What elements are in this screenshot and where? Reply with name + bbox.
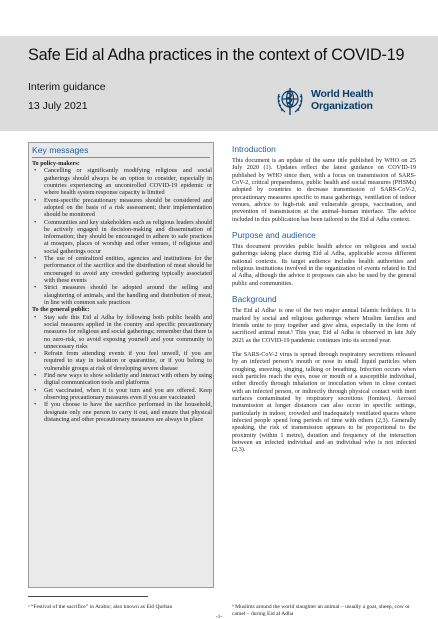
bullet-icon: •	[34, 255, 37, 263]
bullet-icon: •	[34, 401, 37, 409]
bullet-icon: •	[34, 313, 37, 321]
footnote-divider	[28, 596, 148, 597]
bullet-icon: •	[34, 167, 37, 175]
title-banner	[0, 36, 438, 131]
list-item	[32, 167, 212, 196]
list-item-text: Cancelling or significantly modifying religious and social gatherings should always be an option to consider, especially in countries experiencing an uncontrolled COVID-19 epidemic or where health system response capacity is limited	[44, 167, 212, 197]
page-number: -1-	[215, 614, 223, 619]
key-messages-divider	[32, 157, 210, 158]
document-date: 13 July 2021	[28, 100, 88, 112]
general-public-heading: To the general public:	[32, 306, 90, 314]
key-messages-box	[28, 142, 214, 588]
list-item-text: If you choose to have the sacrifice performed in the household, designate only one person to carry it out, and ensure that physical distancing and other precautionary measures are always in place	[44, 401, 212, 423]
list-item-text: Event-specific precautionary measures should be considered and adopted on the basis of a risk assessment; their implementation should be monitored	[44, 196, 212, 219]
who-logo	[273, 84, 418, 120]
policy-makers-heading: To policy-makers:	[32, 160, 80, 167]
list-item-text: The use of centralized entities, agencies and institutions for the performance of the sacrifice and the distribution of meat should be encouraged to avoid any crowded gathering typically associated with these events	[44, 255, 212, 284]
list-item	[32, 284, 212, 306]
list-item-text: Stay safe this Eid al Adha by following both public health and social measures applied in the country and specific precautionary measures for religious and social gatherings; remember that there is no zero-risk, so avoid exposing yourself and your community to unnecessary risks	[44, 313, 212, 350]
key-messages-body	[32, 160, 212, 423]
list-item-text: Refrain from attending events if you feel unwell, if you are required to stay in isolation or quarantine, or if you belong to vulnerable groups at risk of developing severe disease	[44, 350, 212, 372]
background-paragraph-1: The Eid al Adhaᵃ is one of the two major annual Islamic holidays. It is marked by social and religious gatherings where Muslim families and friends unite to pray together and give alms, especially in the form of sacrificed animal meat.ᵇ This year, Eid al Adha is observed in late July 2021 as the COVID-19 pandemic continues into its second year.	[232, 307, 416, 344]
list-item	[32, 372, 212, 387]
bullet-icon: •	[34, 218, 37, 226]
bullet-icon: •	[34, 386, 37, 394]
introduction-heading: Introduction	[232, 144, 276, 154]
list-item	[32, 255, 212, 284]
list-item	[32, 219, 212, 256]
organization-name	[311, 88, 373, 112]
list-item	[32, 197, 212, 219]
bullet-icon: •	[34, 196, 37, 204]
list-item-text: Strict measures should be adopted around the selling and slaughtering of animals, and the handling and distribution of meat, in line with common safe practices	[44, 284, 212, 306]
bullet-icon: •	[34, 284, 37, 292]
organization-name-line2: Organization	[311, 100, 373, 112]
footnote-b: ᵇ Muslims around the world slaughter an animal – usually a goat, sheep, cow or camel – during Eid al Adha	[232, 604, 410, 617]
policy-makers-list	[32, 167, 212, 306]
document-subtitle: Interim guidance	[28, 81, 106, 93]
key-messages-heading: Key messages	[32, 145, 89, 155]
who-emblem-icon	[273, 84, 307, 118]
purpose-paragraph: This document provides public health advice on religious and social gatherings taking place during Eid al Adha, applicable across different national contexts. Its target audience includes health authorities and religious institutions involved in the organization of events related to Eid al Adha, although the advice it proposes can also be used by the general public and communities.	[232, 243, 416, 287]
document-title: Safe Eid al Adha practices in the context of COVID-19	[28, 46, 405, 64]
list-item	[32, 401, 212, 423]
list-item-text: Communities and key stakeholders such as religious leaders should be actively engaged in decision-making and dissemination of information; they should be encouraged to adhere to safe practices at mosques, places of worship and other venues, if religious and social gatherings occur	[44, 218, 212, 255]
list-item-text: Get vaccinated, when it is your turn and you are offered. Keep observing precautionary measures even if you are vaccinated	[44, 386, 212, 401]
introduction-paragraph: This document is an update of the same title published by WHO on 25 July 2020 (1). Updates reflect the latest guidance on COVID-19 published by WHO since then, with a focus on transmission of SARS-CoV-2, critical preparedness, public health and social measures (PHSMs) adopted by countries to decrease transmission of SARS-CoV-2, precautionary measures specific to mass gatherings, ventilation of indoor venues, advice to high-risk and vulnerable groups, vaccination, and prevention of transmission at the animal–human interface. The advice included in this publication has been tailored to the Eid al Adha context.	[232, 157, 416, 223]
organization-name-line1: World Health	[311, 88, 374, 100]
list-item-text: Find new ways to show solidarity and interact with others by using digital communication tools and platforms	[44, 372, 212, 387]
general-public-list	[32, 314, 212, 424]
bullet-icon: •	[34, 350, 37, 358]
bullet-icon: •	[34, 372, 37, 380]
footnote-a: ᵃ “Festival of the sacrifice” in Arabic; also known as Eid Qurban	[28, 604, 173, 610]
purpose-heading: Purpose and audience	[232, 230, 316, 241]
background-heading: Background	[232, 294, 277, 305]
background-paragraph-2: The SARS-CoV-2 virus is spread through respiratory secretions released by an infected person’s mouth or nose in small liquid particles when coughing, sneezing, singing, talking or breathing. Infection occurs when such particles reach the eyes, nose or mouth of a susceptible individual, either directly through inhalation or inoculation when in close contact with an infected person, or indirectly through physical contact with inert surfaces contaminated by respiratory secretions (fomites). Aerosol transmission at longer distances can also occur in specific settings, particularly in indoor, crowded and inadequately ventilated spaces where infected people spend long periods of time with others (2,3). Generally speaking, the risk of transmission appears to be proportional to the proximity (within 1 metre), duration and frequency of the interaction between an infected individual and an individual who is not infected (2,3).	[232, 350, 416, 454]
list-item	[32, 350, 212, 372]
list-item	[32, 387, 212, 402]
list-item	[32, 314, 212, 351]
main-text-column	[232, 144, 416, 461]
